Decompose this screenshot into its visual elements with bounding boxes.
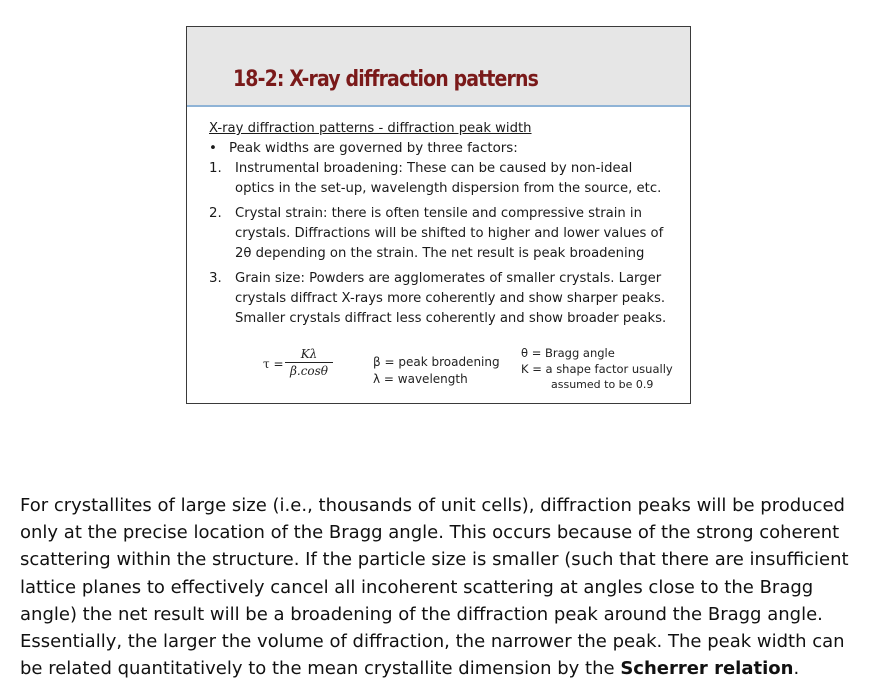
legend-beta: β = peak broadening [373, 355, 500, 369]
paragraph-last-suffix: . [793, 658, 800, 680]
bullet-item [209, 139, 684, 159]
list-item [209, 204, 684, 264]
slide-header [187, 27, 690, 107]
list-item-line: 2θ depending on the strain. The net result is peak broadening [235, 246, 645, 261]
legend-k-continued: assumed to be 0.9 [551, 378, 654, 391]
list-item-line: Smaller crystals diffract less coherently and show broader peaks. [235, 311, 667, 326]
bullet-dot-icon: • [209, 141, 217, 156]
paragraph-line: lattice planes to effectively cancel all incoherent scattering at angles close to the Bragg [20, 576, 814, 598]
legend-lambda: λ = wavelength [373, 372, 468, 386]
list-marker: 3. [209, 271, 222, 286]
legend-k: K = a shape factor usually [521, 362, 673, 376]
slide-image [186, 26, 691, 404]
list-item [209, 159, 684, 199]
paragraph-line: scattering within the structure. If the particle size is smaller (such that there are insufficient [20, 549, 849, 571]
bullet-text: Peak widths are governed by three factors: [229, 141, 518, 156]
body-paragraph [20, 492, 860, 682]
slide-subheading: X-ray diffraction patterns - diffraction peak width [209, 121, 532, 136]
formula-fraction [285, 347, 333, 380]
slide-title: 18-2: X-ray diffraction patterns [233, 67, 539, 92]
legend-theta: θ = Bragg angle [521, 346, 615, 360]
list-marker: 2. [209, 206, 222, 221]
list-item [209, 269, 684, 329]
list-item-line: Grain size: Powders are agglomerates of smaller crystals. Larger [235, 271, 662, 286]
list-marker: 1. [209, 161, 222, 176]
list-item-line: Crystal strain: there is often tensile and compressive strain in [235, 206, 642, 221]
formula-legend-mid [373, 354, 500, 388]
slide-body [209, 119, 684, 334]
formula-numerator: Kλ [285, 347, 333, 363]
paragraph-last-line [20, 655, 860, 682]
numbered-list [209, 159, 684, 329]
list-item-text [235, 269, 684, 329]
list-item-line: crystals. Diffractions will be shifted to higher and lower values of [235, 226, 664, 241]
list-item-text [235, 204, 684, 264]
list-item-line: crystals diffract X-rays more coherently and show sharper peaks. [235, 291, 666, 306]
paragraph-last-prefix: be related quantitatively to the mean crystallite dimension by the [20, 658, 621, 680]
paragraph-line: angle) the net result will be a broadening of the diffraction peak around the Bragg angle. [20, 603, 823, 625]
scherrer-relation-term: Scherrer relation [620, 658, 794, 680]
list-item-line: Instrumental broadening: These can be caused by non-ideal [235, 161, 633, 176]
formula-denominator: β.cosθ [289, 364, 329, 378]
paragraph-line: For crystallites of large size (i.e., thousands of unit cells), diffraction peaks will be produced [20, 495, 845, 516]
paragraph-line: only at the precise location of the Bragg angle. This occurs because of the strong coherent [20, 522, 840, 544]
list-item-text [235, 159, 684, 199]
paragraph-line: Essentially, the larger the volume of diffraction, the narrower the peak. The peak width can [20, 631, 845, 653]
list-item-line: optics in the set-up, wavelength dispersion from the source, etc. [235, 181, 662, 196]
formula-legend-right [521, 345, 673, 393]
formula-lhs: τ = [263, 357, 284, 371]
